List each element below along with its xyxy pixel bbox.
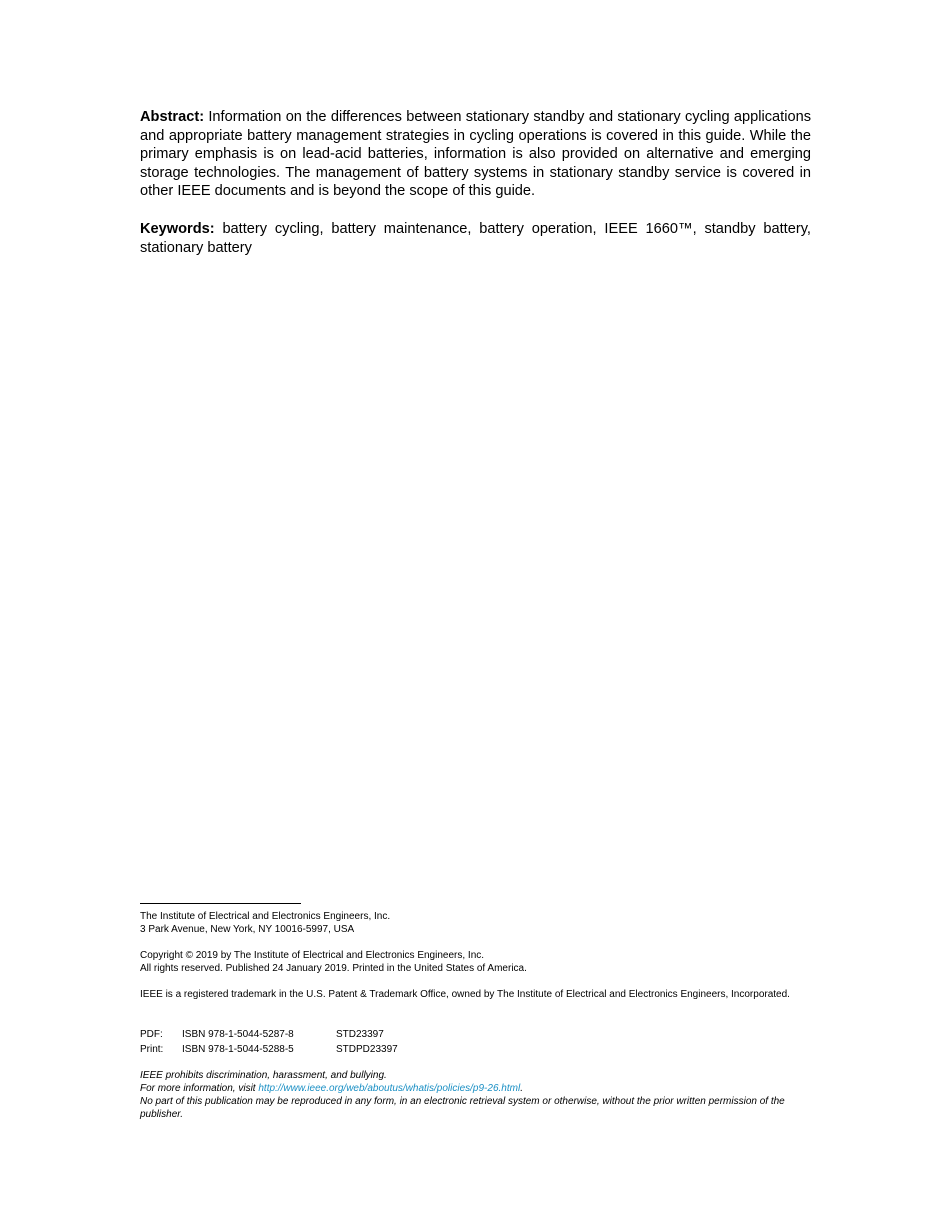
abstract-text: Information on the differences between stationary standby and stationary cycling applications and appropriate battery management strategies in cycling operations is covered in this guide. While the primary emphasis is on lead-acid batteries, information is also provided on alternative and emerging storage technologies. The management of battery systems in stationary standby service is covered in other IEEE documents and is beyond the scope of this guide. xyxy=(140,109,811,200)
isbn-code: STD23397 xyxy=(336,1029,384,1040)
keywords-label: Keywords: xyxy=(140,221,215,237)
policy-info-line xyxy=(140,1082,811,1095)
copyright-line: Copyright © 2019 by The Institute of Electrical and Electronics Engineers, Inc. xyxy=(140,950,485,961)
rights-line: All rights reserved. Published 24 January 2019. Printed in the United States of America. xyxy=(140,963,527,974)
policy-info-prefix: For more information, visit xyxy=(140,1083,259,1094)
publisher-name: The Institute of Electrical and Electronics Engineers, Inc. xyxy=(140,911,391,922)
footnote-divider xyxy=(140,903,301,904)
abstract-label: Abstract: xyxy=(140,109,205,125)
copyright-block xyxy=(140,949,811,975)
publisher-block xyxy=(140,910,811,936)
isbn-row-pdf xyxy=(140,1027,811,1042)
policy-block xyxy=(140,1069,811,1121)
isbn-table xyxy=(140,1027,811,1057)
keywords-paragraph xyxy=(140,220,811,257)
trademark-notice: IEEE is a registered trademark in the U.S. Patent & Trademark Office, owned by The Institute of Electrical and Electronics Engineers, Incorporated. xyxy=(140,989,790,1000)
isbn-row-print xyxy=(140,1042,811,1057)
keywords-text: battery cycling, battery maintenance, battery operation, IEEE 1660™, standby battery, stationary battery xyxy=(140,221,811,256)
isbn-format: PDF: xyxy=(140,1029,163,1040)
trademark-block xyxy=(140,988,811,1001)
isbn-format: Print: xyxy=(140,1044,164,1055)
policy-statement: IEEE prohibits discrimination, harassment, and bullying. xyxy=(140,1070,387,1081)
policy-link[interactable]: http://www.ieee.org/web/aboutus/whatis/policies/p9-26.html xyxy=(258,1083,521,1094)
document-page xyxy=(140,0,811,1230)
publisher-address: 3 Park Avenue, New York, NY 10016-5997, USA xyxy=(140,924,355,935)
policy-info-suffix: . xyxy=(520,1083,523,1094)
isbn-number: ISBN 978-1-5044-5287-8 xyxy=(182,1029,294,1040)
isbn-code: STDPD23397 xyxy=(336,1044,398,1055)
reproduction-notice: No part of this publication may be reproduced in any form, in an electronic retrieval system or otherwise, without the prior written permission of the publisher. xyxy=(140,1096,785,1120)
abstract-paragraph xyxy=(140,108,811,201)
isbn-number: ISBN 978-1-5044-5288-5 xyxy=(182,1044,294,1055)
